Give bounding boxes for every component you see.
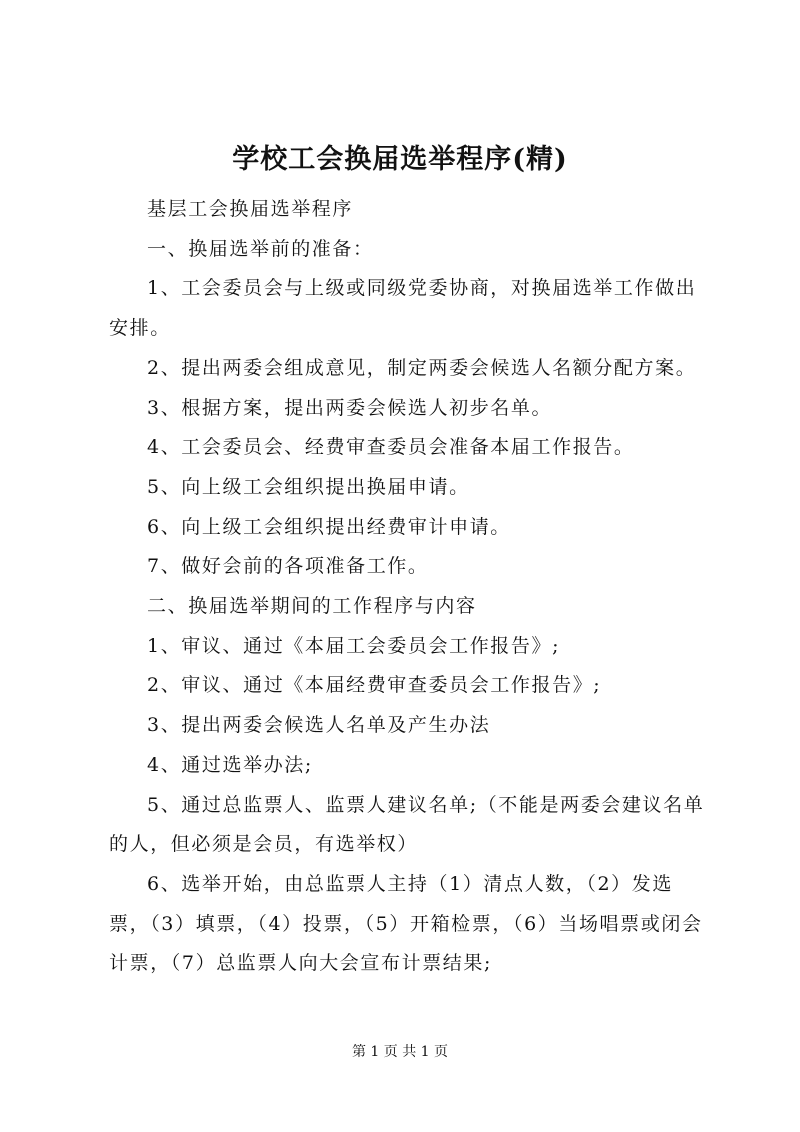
paragraph: 6、选举开始，由总监票人主持（1）清点人数，（2）发选票，（3）填票，（4）投票，（5）开箱检票，（6）当场唱票或闭会计票，（7）总监票人向大会宣布计票结果; [109,872,703,975]
paragraph: 3、提出两委会候选人名单及产生办法 [147,714,491,737]
paragraph: 一、换届选举前的准备： [147,237,374,260]
paragraph: 7、做好会前的各项准备工作。 [147,555,429,578]
paragraph: 5、向上级工会组织提出换届申请。 [147,475,470,498]
paragraph: 4、工会委员会、经费审查委员会准备本届工作报告。 [147,436,635,459]
paragraph: 1、工会委员会与上级或同级党委协商，对换届选举工作做出安排。 [109,277,697,340]
paragraph: 二、换届选举期间的工作程序与内容 [147,595,477,618]
paragraph: 1、审议、通过《本届工会委员会工作报告》; [147,634,561,657]
paragraph: 4、通过选举办法; [147,753,313,776]
document-body [109,190,709,984]
paragraph: 2、审议、通过《本届经费审查委员会工作报告》; [147,674,602,697]
paragraph: 2、提出两委会组成意见，制定两委会候选人名额分配方案。 [147,356,697,379]
paragraph: 3、根据方案，提出两委会候选人初步名单。 [147,396,553,419]
paragraph: 6、向上级工会组织提出经费审计申请。 [147,515,511,538]
document-title: 学校工会换届选举程序(精) [232,144,568,175]
page-footer: 第 1 页 共 1 页 [351,1044,449,1060]
paragraph: 基层工会换届选举程序 [147,198,354,220]
paragraph: 5、通过总监票人、监票人建议名单;（不能是两委会建议名单的人，但必须是会员，有选举权） [109,793,705,856]
